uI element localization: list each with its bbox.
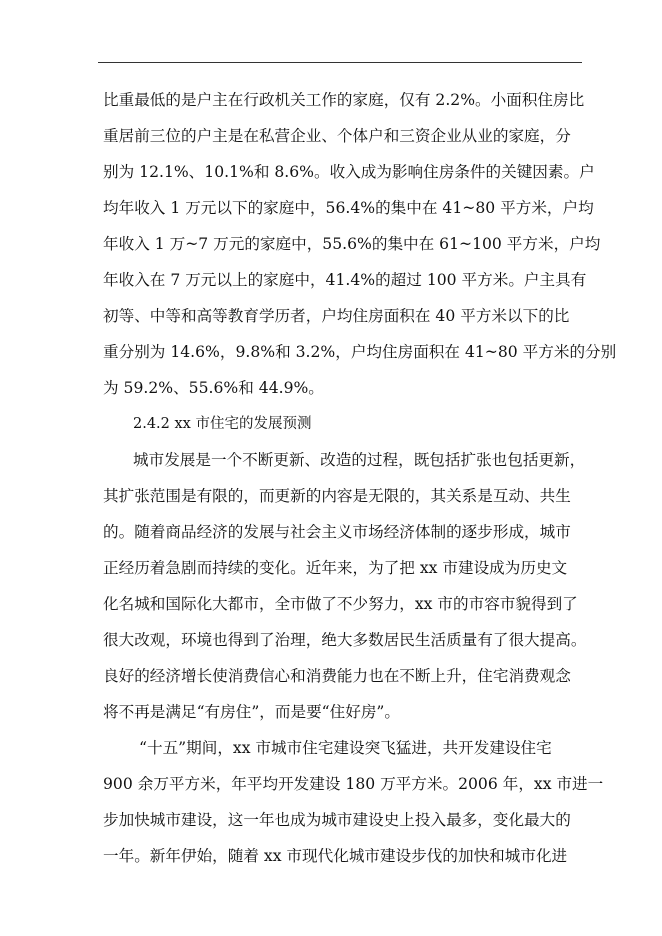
paragraph-line: 年收入 1 万~7 万元的家庭中，55.6%的集中在 61~100 平方米，户均 (103, 235, 601, 253)
section-heading: 2.4.2 xx 市住宅的发展预测 (133, 416, 312, 432)
paragraph-line: 重分别为 14.6%，9.8%和 3.2%，户均住房面积在 41~80 平方米的分别 (103, 343, 617, 361)
paragraph-line: 一年。新年伊始，随着 xx 市现代化城市建设步伐的加快和城市化进 (103, 847, 568, 865)
paragraph-line: 良好的经济增长使消费信心和消费能力也在不断上升，住宅消费观念 (103, 667, 571, 685)
paragraph-line: 别为 12.1%、10.1%和 8.6%。收入成为影响住房条件的关键因素。户 (103, 163, 595, 181)
paragraph-line: 化名城和国际化大都市，全市做了不少努力，xx 市的市容市貌得到了 (103, 595, 578, 613)
header-rule (98, 62, 582, 63)
paragraph-line: 城市发展是一个不断更新、改造的过程，既包括扩张也包括更新， (133, 451, 586, 469)
paragraph-line: 为 59.2%、55.6%和 44.9%。 (103, 379, 324, 397)
paragraph-line: 均年收入 1 万元以下的家庭中，56.4%的集中在 41~80 平方米，户均 (103, 199, 594, 217)
paragraph-line: 其扩张范围是有限的，而更新的内容是无限的，其关系是互动、共生 (103, 487, 571, 505)
paragraph-line: 很大改观，环境也得到了治理，绝大多数居民生活质量有了很大提高。 (103, 631, 587, 649)
paragraph-line: 重居前三位的户主是在私营企业、个体户和三资企业从业的家庭，分 (103, 127, 571, 145)
paragraph-line: 900 余万平方米，年平均开发建设 180 万平方米。2006 年，xx 市进一 (103, 775, 604, 793)
paragraph-line: 步加快城市建设，这一年也成为城市建设史上投入最多，变化最大的 (103, 811, 571, 829)
paragraph-line: 年收入在 7 万元以上的家庭中，41.4%的超过 100 平方米。户主具有 (103, 271, 587, 289)
paragraph-line: 正经历着急剧而持续的变化。近年来，为了把 xx 市建设成为历史文 (103, 559, 568, 577)
paragraph-line: 的。随着商品经济的发展与社会主义市场经济体制的逐步形成，城市 (103, 523, 571, 541)
paragraph-line: “十五”期间，xx 市城市住宅建设突飞猛进，共开发建设住宅 (139, 739, 552, 757)
paragraph-line: 将不再是满足“有房住”，而是要“住好房”。 (103, 703, 400, 721)
document-body (103, 82, 617, 874)
paragraph-line: 比重最低的是户主在行政机关工作的家庭，仅有 2.2%。小面积住房比 (103, 91, 585, 109)
paragraph-line: 初等、中等和高等教育学历者，户均住房面积在 40 平方米以下的比 (103, 307, 570, 325)
